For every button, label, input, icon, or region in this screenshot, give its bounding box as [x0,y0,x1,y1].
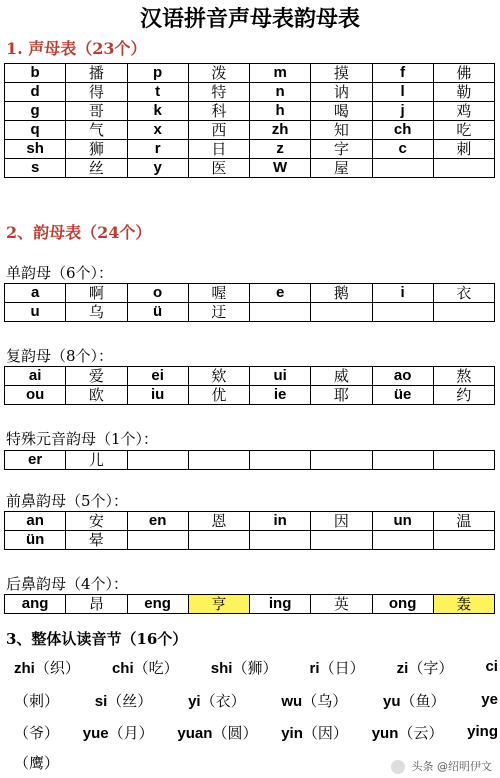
syllable-hanzi: （字） [408,659,454,677]
dan-yunmu-table [4,283,495,322]
table-row [5,386,495,405]
syllable-pinyin: yi [188,693,201,710]
hanzi-cell: 吃 [433,121,494,140]
pinyin-cell: sh [5,140,66,159]
syllable-pinyin: zi [396,660,409,677]
zhengti-line [14,690,498,711]
hanzi-cell [188,451,249,470]
hanzi-cell: 欸 [188,367,249,386]
zhengti-syllable [188,690,246,711]
pinyin-cell [372,451,433,470]
pinyin-cell: t [127,83,188,102]
hanzi-cell: 约 [433,386,494,405]
section-yunmu-title: 2、韵母表（24个） [6,223,152,242]
pinyin-cell [250,531,311,550]
hanzi-cell [433,531,494,550]
syllable-hanzi: （爷） [14,724,60,742]
hanzi-cell: 威 [311,367,372,386]
zhengti-syllable [485,657,498,678]
hanzi-cell: 英 [311,595,372,614]
hanzi-cell: 刺 [433,140,494,159]
qian-yunmu-title: 前鼻韵母（5个）： [6,492,129,510]
pinyin-cell [372,159,433,178]
hanzi-cell: 知 [311,121,372,140]
te-yunmu-table [4,450,495,470]
hanzi-cell [433,159,494,178]
pinyin-cell: b [5,64,66,83]
syllable-hanzi: （狮） [232,659,278,677]
pinyin-cell: i [372,284,433,303]
table-row [5,367,495,386]
hanzi-cell: 鹅 [311,284,372,303]
syllable-hanzi: （鹰） [14,754,60,772]
zhengti-line [14,657,498,678]
hanzi-cell: 喝 [311,102,372,121]
fu-yunmu-table [4,366,495,405]
pinyin-cell: ei [127,367,188,386]
pinyin-cell: f [372,64,433,83]
pinyin-cell [250,303,311,322]
hanzi-cell: 因 [311,512,372,531]
hanzi-cell [188,531,249,550]
syllable-pinyin: ci [485,658,498,675]
pinyin-cell: zh [250,121,311,140]
hanzi-cell: 优 [188,386,249,405]
hanzi-cell: 啊 [66,284,127,303]
hanzi-cell: 丝 [66,159,127,178]
pinyin-cell: q [5,121,66,140]
table-row [5,140,495,159]
syllable-hanzi: （刺） [14,692,60,710]
pinyin-cell: k [127,102,188,121]
hanzi-cell: 爱 [66,367,127,386]
pinyin-cell: z [250,140,311,159]
hanzi-cell: 昂 [66,595,127,614]
pinyin-cell: W [250,159,311,178]
zhengti-syllable [281,722,348,743]
syllable-pinyin: wu [281,693,303,710]
pinyin-cell: s [5,159,66,178]
hanzi-cell: 欧 [66,386,127,405]
zhengti-syllable [310,657,365,678]
pinyin-cell: ie [250,386,311,405]
table-row [5,159,495,178]
hanzi-cell [433,451,494,470]
hanzi-cell: 西 [188,121,249,140]
pinyin-cell: h [250,102,311,121]
pinyin-cell [372,531,433,550]
pinyin-cell [127,531,188,550]
pinyin-cell: l [372,83,433,102]
hanzi-cell: 医 [188,159,249,178]
pinyin-cell: ao [372,367,433,386]
zhengti-syllable [112,657,179,678]
syllable-pinyin: ye [481,691,498,708]
pinyin-cell [250,451,311,470]
hanzi-cell: 得 [66,83,127,102]
pinyin-cell: y [127,159,188,178]
syllable-hanzi: （衣） [200,692,246,710]
syllable-hanzi: （圆） [212,724,258,742]
qian-yunmu-table [4,511,495,550]
zhengti-syllable [372,722,444,743]
hanzi-cell: 晕 [66,531,127,550]
pinyin-cell: en [127,512,188,531]
hanzi-cell: 狮 [66,140,127,159]
hanzi-cell: 喔 [188,284,249,303]
zhengti-syllable [467,722,498,743]
hanzi-cell: 摸 [311,64,372,83]
pinyin-cell: er [5,451,66,470]
hanzi-cell: 屋 [311,159,372,178]
author-avatar-icon [391,760,405,774]
dan-yunmu-title: 单韵母（6个）： [6,264,114,282]
syllable-hanzi: （日） [319,659,365,677]
table-row [5,284,495,303]
pinyin-cell: a [5,284,66,303]
pinyin-cell: un [372,512,433,531]
pinyin-cell [127,451,188,470]
hanzi-cell: 日 [188,140,249,159]
syllable-pinyin: ri [309,660,320,677]
syllable-hanzi: （丝） [107,692,153,710]
table-row [5,512,495,531]
hanzi-cell: 泼 [188,64,249,83]
zhengti-syllable [83,722,154,743]
zhengti-syllable [95,690,153,711]
pinyin-cell: ang [5,595,66,614]
pinyin-cell: ou [5,386,66,405]
pinyin-cell: üe [372,386,433,405]
hanzi-cell: 儿 [66,451,127,470]
zhengti-syllable [177,722,257,743]
hanzi-cell: 佛 [433,64,494,83]
zhengti-syllable [14,722,59,743]
hanzi-cell: 亨 [188,595,249,614]
syllable-pinyin: yin [281,725,303,742]
syllable-pinyin: shi [210,660,233,677]
hanzi-cell: 衣 [433,284,494,303]
zhengti-syllable [14,690,59,711]
hanzi-cell: 安 [66,512,127,531]
table-row [5,451,495,470]
table-row [5,595,495,614]
pinyin-cell: ing [250,595,311,614]
hanzi-cell: 科 [188,102,249,121]
pinyin-cell: d [5,83,66,102]
syllable-pinyin: yu [383,693,401,710]
hou-yunmu-title: 后鼻韵母（4个）： [6,575,129,593]
pinyin-cell: c [372,140,433,159]
te-yunmu-title: 特殊元音韵母（1个）： [6,430,159,448]
pinyin-cell: in [250,512,311,531]
hanzi-cell [311,451,372,470]
table-row [5,121,495,140]
syllable-pinyin: yuan [177,725,213,742]
zhengti-syllable [14,657,80,678]
zhengti-syllable [14,752,59,773]
zhengti-syllable [481,690,498,711]
syllable-hanzi: （云） [398,724,444,742]
pinyin-cell: x [127,121,188,140]
syllable-hanzi: （乌） [302,692,348,710]
syllable-hanzi: （鱼） [400,692,446,710]
pinyin-cell: e [250,284,311,303]
zhengti-syllable [211,657,278,678]
hanzi-cell: 气 [66,121,127,140]
watermark [391,758,492,774]
pinyin-cell: iu [127,386,188,405]
pinyin-cell: ui [250,367,311,386]
hanzi-cell: 特 [188,83,249,102]
syllable-hanzi: （吃） [133,659,179,677]
pinyin-cell: u [5,303,66,322]
syllable-pinyin: chi [111,660,134,677]
syllable-hanzi: （月） [108,724,154,742]
watermark-text: 头条 @绍明伊文 [411,760,492,773]
pinyin-cell: ü [127,303,188,322]
zhengti-syllable [281,690,347,711]
pinyin-cell: g [5,102,66,121]
pinyin-cell: ün [5,531,66,550]
pinyin-cell: p [127,64,188,83]
pinyin-cell: r [127,140,188,159]
syllable-pinyin: yue [82,725,109,742]
zhengti-title: 3、整体认读音节（16个） [6,630,188,648]
zhengti-line [14,722,498,743]
hou-yunmu-table [4,594,495,614]
pinyin-cell: n [250,83,311,102]
hanzi-cell: 轰 [433,595,494,614]
hanzi-cell [311,303,372,322]
syllable-pinyin: yun [371,725,399,742]
hanzi-cell: 恩 [188,512,249,531]
syllable-hanzi: （织） [34,659,80,677]
hanzi-cell: 勒 [433,83,494,102]
pinyin-cell: m [250,64,311,83]
hanzi-cell: 哥 [66,102,127,121]
pinyin-cell: ch [372,121,433,140]
hanzi-cell: 耶 [311,386,372,405]
pinyin-cell: ai [5,367,66,386]
hanzi-cell: 讷 [311,83,372,102]
zhengti-syllable [383,690,446,711]
pinyin-cell: o [127,284,188,303]
fu-yunmu-title: 复韵母（8个）： [6,347,114,365]
hanzi-cell: 鸡 [433,102,494,121]
table-row [5,102,495,121]
section-shengmu-title: 1. 声母表（23个） [6,39,147,58]
hanzi-cell: 迂 [188,303,249,322]
shengmu-table [4,63,495,178]
table-row [5,64,495,83]
hanzi-cell [311,531,372,550]
hanzi-cell: 温 [433,512,494,531]
hanzi-cell [433,303,494,322]
pinyin-cell: ong [372,595,433,614]
pinyin-cell: eng [127,595,188,614]
pinyin-cell: j [372,102,433,121]
syllable-pinyin: si [94,693,108,710]
hanzi-cell: 熬 [433,367,494,386]
syllable-pinyin: zhi [14,660,35,677]
pinyin-cell: an [5,512,66,531]
table-row [5,303,495,322]
pinyin-cell [372,303,433,322]
syllable-hanzi: （因） [302,724,348,742]
hanzi-cell: 字 [311,140,372,159]
zhengti-syllable [397,657,454,678]
page-title: 汉语拼音声母表韵母表 [139,6,360,32]
hanzi-cell: 乌 [66,303,127,322]
table-row [5,83,495,102]
hanzi-cell: 播 [66,64,127,83]
table-row [5,531,495,550]
syllable-pinyin: ying [467,723,498,740]
